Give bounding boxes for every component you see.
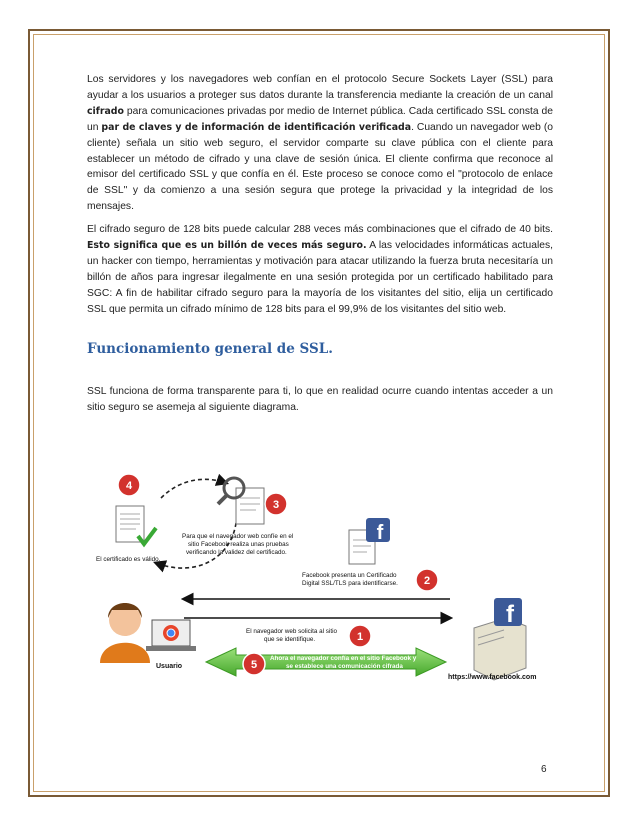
step-4-caption: El certificado es válido.	[96, 556, 161, 563]
step-3-number: 3	[272, 499, 280, 511]
paragraph-ssl-functioning: SSL funciona de forma transparente para ti, lo que en realidad ocurre cuando intentas acceder a un sitio seguro se asemeja al siguiente diagrama.	[87, 386, 553, 413]
step-1-caption-line-2: que se identifique.	[264, 636, 316, 643]
step-3-caption-line-1: Para que el navegador web confíe en el	[182, 533, 294, 540]
step-1-number: 1	[356, 631, 364, 643]
page-number: 6	[541, 764, 547, 775]
user-label: Usuario	[156, 663, 183, 670]
step-5-caption-line-2: se establece una comunicación cifrada	[286, 663, 403, 670]
section-heading: Funcionamiento general de SSL.	[87, 341, 333, 357]
step-2-number: 2	[423, 575, 431, 587]
step-3-caption-line-3: verificando la validez del certificado.	[186, 549, 287, 556]
server-url-label: https://www.facebook.com	[448, 674, 537, 681]
step-2-caption-line-2: Digital SSL/TLS para identificarse.	[302, 580, 398, 587]
paragraph-128-bits: El cifrado seguro de 128 bits puede calcular 288 veces más combinaciones que el cifrado de 40 bits. Esto significa que es un billón de veces más seguro. A las velocidades informáticas actuales, un hacker con tiempo, herramientas y motivación para atacar utilizando la fuerza bruta necesitaría un billón de años para ingresar ilegalmente en una sesión protegida por un certificado habilitado para SGC: A fin de habilitar cifrado seguro para la mayoría de los visitantes del sitio, elija un certificado SSL que permita un cifrado mínimo de 128 bits para el 99,9% de los visitantes del sitio web.	[87, 224, 553, 315]
svg-text:f: f	[506, 601, 514, 628]
step-1-caption-line-1: El navegador web solicita al sitio	[246, 628, 338, 635]
certificate-magnifier-icon	[218, 478, 264, 524]
secure-channel-arrow	[206, 648, 446, 676]
step-3-caption-line-2: sitio Facebook realiza unas pruebas	[188, 541, 289, 548]
user-avatar-icon	[100, 603, 150, 663]
step-2-caption-line-1: Facebook presenta un Certificado	[302, 572, 397, 579]
dashed-arrow-top	[161, 479, 226, 498]
server-icon	[474, 598, 526, 680]
facebook-certificate-icon	[349, 518, 390, 564]
paragraph-ssl-intro: Los servidores y los navegadores web confían en el protocolo Secure Sockets Layer (SSL) para ayudar a los usuarios a proteger sus datos durante la transferencia mediante la creación de un canal cifrado para comunicaciones privadas por medio de Internet pública. Cada certificado SSL consta de un par de claves y de información de identificación verificada. Cuando un navegador web (o cliente) señala un sitio web seguro, el servidor comparte su clave pública con el cliente para establecer un método de cifrado y una clave de sesión única. El cliente confirma que reconoce al emisor del certificado SSL y que confía en él. Este proceso se conoce como el "protocolo de enlace de SSL" y da comienzo a una sesión segura que protege la privacidad y la integridad de los mensajes.	[87, 74, 553, 213]
ssl-handshake-diagram	[86, 458, 556, 708]
step-4-number: 4	[125, 480, 133, 492]
body-text	[87, 72, 553, 325]
laptop-browser-icon	[146, 620, 196, 651]
step-5-number: 5	[250, 659, 258, 671]
svg-text:f: f	[376, 522, 384, 544]
step-5-caption-line-1: Ahora el navegador confía en el sitio Facebook y	[270, 655, 417, 662]
